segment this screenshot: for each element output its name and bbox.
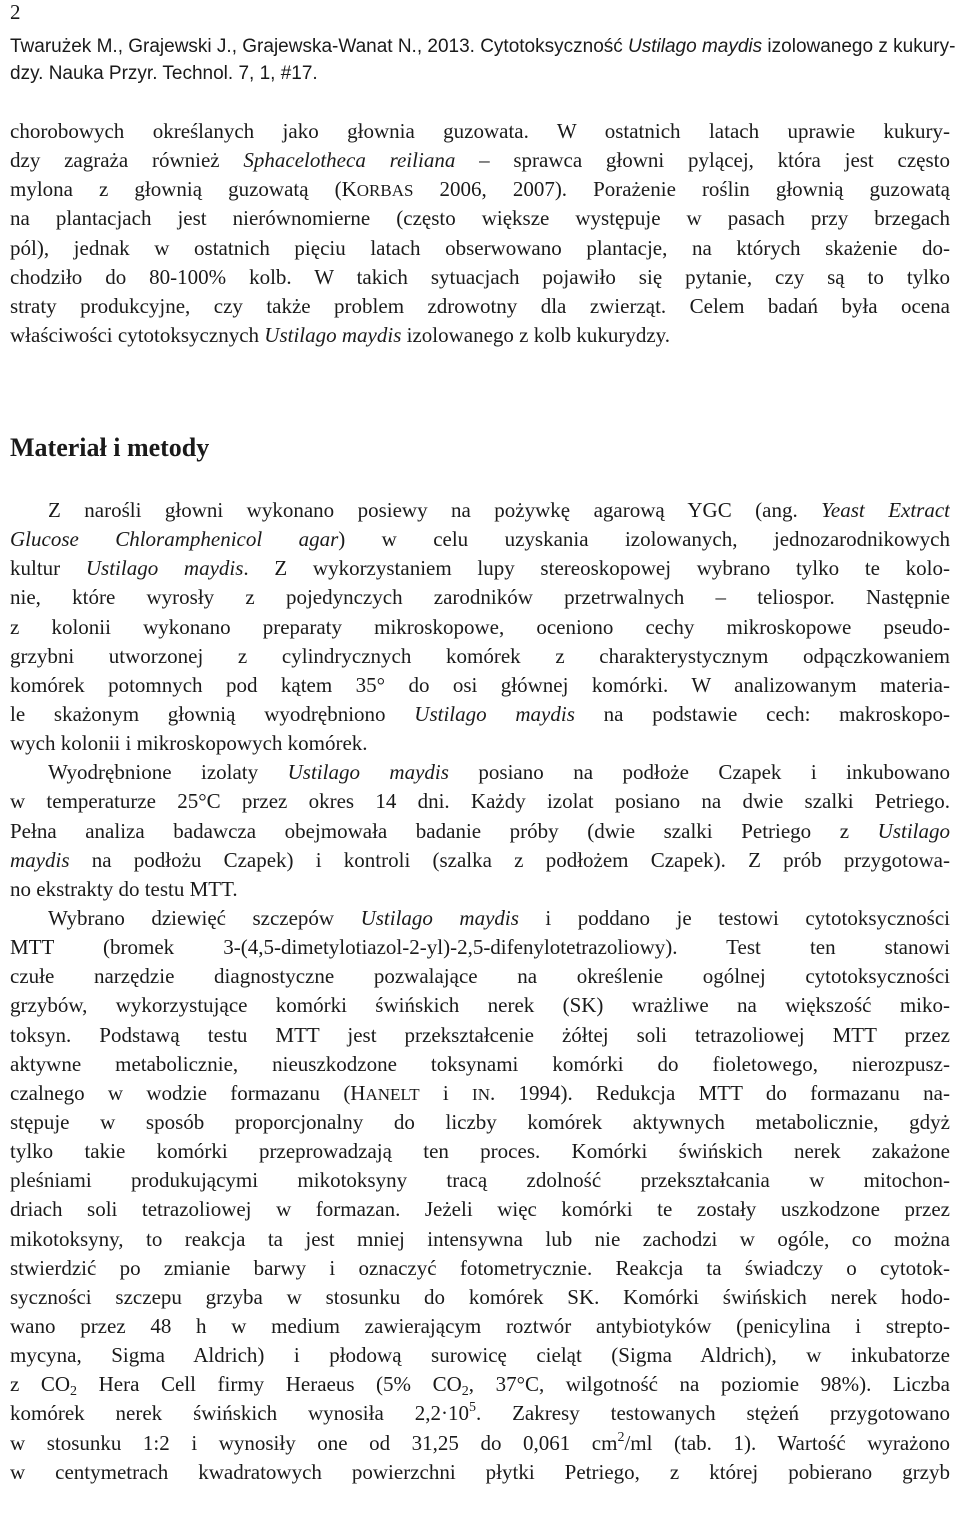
- text-line: Z narośli głowni wykonano posiewy na pożywkę agarową YGC (ang. Yeast Extract: [48, 498, 950, 522]
- text-line: no ekstrakty do testu MTT.: [10, 876, 238, 901]
- text-line: mylona z głownią guzowatą (KORBAS 2006, 2007). Porażenie roślin głownią guzowatą: [10, 177, 950, 202]
- text-line: mikotoksyny, to reakcja ta jest mniej intensywna lub nie zachodzi w ogóle, co można: [10, 1226, 950, 1251]
- text-line: toksyn. Podstawą testu MTT jest przekształcenie żółtej soli tetrazoliowej MTT przez: [10, 1022, 950, 1047]
- text-line: komórek nerek świńskich wynosiła $2,2\cdot 10^5$. Zakresy testowanych stężeń przygotowano: [10, 1400, 950, 1426]
- text-line: z $CO_2$ Hera Cell firmy Heraeus (5% $CO_2$, 37°C, wilgotność na poziomie 98%). Liczba: [10, 1372, 950, 1400]
- text-line: Pełna analiza badawcza obejmowała badanie próby (dwie szalki Petriego z Ustilago: [10, 818, 950, 843]
- text-line: MTT (bromek 3-(4,5-dimetylotiazol-2-yl)-2,5-difenylotetrazoliowy). Test ten stanowi: [10, 935, 950, 960]
- text-line: maydis na podłożu Czapek) i kontroli (szalka z podłożem Czapek). Z prób przygotowa-: [10, 847, 950, 872]
- text-line: le skażonym głownią wyodrębniono Ustilago maydis na podstawie cech: makroskopo-: [10, 701, 950, 726]
- text-line: właściwości cytotoksycznych Ustilago maydis izolowanego z kolb kukurydzy.: [10, 322, 671, 347]
- text-line: z kolonii wykonano preparaty mikroskopowe, oceniono cechy mikroskopowe pseudo-: [10, 614, 950, 639]
- text-line: na plantacjach jest nierównomierne (często większe występuje w pasach przy brzegach: [10, 206, 950, 231]
- text-line: w centymetrach kwadratowych powierzchni płytki Petriego, z której pobierano grzyb: [10, 1459, 950, 1484]
- text-line: pleśniami produkującymi mikotoksyny tracą zdolność przekształcania w mitochon-: [10, 1168, 950, 1193]
- methods-section: [10, 496, 950, 1487]
- text-line: chorobowych określanych jako głownia guzowata. W ostatnich latach uprawie kukury-: [10, 119, 950, 143]
- text-line: grzybni utworzonej z cylindrycznych komórek z charakterystycznym odpączkowaniem: [10, 643, 950, 668]
- text-line: chodziło do 80-100% kolb. W takich sytuacjach pojawiło się pytanie, czy są to tylko: [10, 264, 950, 289]
- text-line: stwierdzić po zmianie barwy i oznaczyć fotometrycznie. Reakcja ta świadczy o cytotok-: [10, 1255, 950, 1280]
- text-line: driach soli tetrazoliowej w formazan. Jeżeli więc komórki te zostały uszkodzone przez: [10, 1197, 950, 1222]
- citation-line-2: dzy. Nauka Przyr. Technol. 7, 1, #17.: [10, 63, 318, 84]
- text-line: komórek potomnych pod kątem 35° do osi głównej komórki. W analizowanym materia-: [10, 672, 950, 697]
- text-line: Wyodrębnione izolaty Ustilago maydis posiano na podłoże Czapek i inkubowano: [48, 760, 950, 785]
- text-line: dzy zagraża również Sphacelotheca reiliana – sprawca głowni pylącej, która jest często: [10, 148, 950, 173]
- citation-line-1: Twarużek M., Grajewski J., Grajewska-Wanat N., 2013. Cytotoksyczność Ustilago maydis izolowanego z kukury-: [10, 36, 956, 57]
- text-line: wano przez 48 h w medium zawierającym roztwór antybiotyków (penicylina i strepto-: [10, 1313, 950, 1338]
- text-line: kultur Ustilago maydis. Z wykorzystaniem lupy stereoskopowej wybrano tylko te kolo-: [10, 556, 950, 581]
- text-line: nie, które wyrosły z pojedynczych zarodników przetrwalnych – teliospor. Następnie: [10, 585, 950, 610]
- text-line: w temperaturze 25°C przez okres 14 dni. Każdy izolat posiano na dwie szalki Petriego.: [10, 789, 950, 814]
- text-line: Glucose Chloramphenicol agar) w celu uzyskania izolowanych, jednozarodnikowych: [10, 527, 950, 552]
- intro-paragraph: [10, 117, 950, 350]
- text-line: mycyna, Sigma Aldrich) i płodową surowicę cieląt (Sigma Aldrich), w inkubatorze: [10, 1343, 950, 1368]
- text-line: grzybów, wykorzystujące komórki świńskich nerek (SK) wrażliwe na większość miko-: [10, 993, 950, 1018]
- text-line: wych kolonii i mikroskopowych komórek.: [10, 731, 368, 756]
- species-name: Ustilago maydis: [628, 36, 763, 57]
- text-line: w stosunku 1:2 i wynosiły one od 31,25 do 0,061 $cm^2/ml$ (tab. 1). Wartość wyrażono: [10, 1429, 950, 1455]
- text-line: tylko takie komórki przeprowadzają ten proces. Komórki świńskich nerek zakażone: [10, 1139, 950, 1164]
- text-line: czułe narzędzie diagnostyczne pozwalające na określenie ogólnej cytotoksyczności: [10, 964, 950, 989]
- citation-header: [10, 33, 956, 87]
- text-line: syczności szczepu grzyba w stosunku do komórek SK. Komórki świńskich nerek hodo-: [10, 1284, 950, 1309]
- section-heading: Materiał i metody: [10, 433, 210, 462]
- text-line: aktywne metabolicznie, nieuszkodzone toksynami komórki do fioletowego, nierozpusz-: [10, 1051, 950, 1076]
- text-line: czalnego w wodzie formazanu (HANELT i IN. 1994). Redukcja MTT do formazanu na-: [10, 1080, 950, 1105]
- page-number: 2: [10, 0, 21, 24]
- text-line: Wybrano dziewięć szczepów Ustilago maydis i poddano je testowi cytotoksyczności: [48, 906, 950, 930]
- text-line: stępuje w sposób proporcjonalny do liczby komórek aktywnych metabolicznie, gdyż: [10, 1109, 950, 1134]
- text-line: pól), jednak w ostatnich pięciu latach obserwowano plantacje, na których skażenie do-: [10, 235, 950, 260]
- text-line: straty produkcyjne, czy także problem zdrowotny dla zwierząt. Celem badań była ocena: [10, 293, 950, 318]
